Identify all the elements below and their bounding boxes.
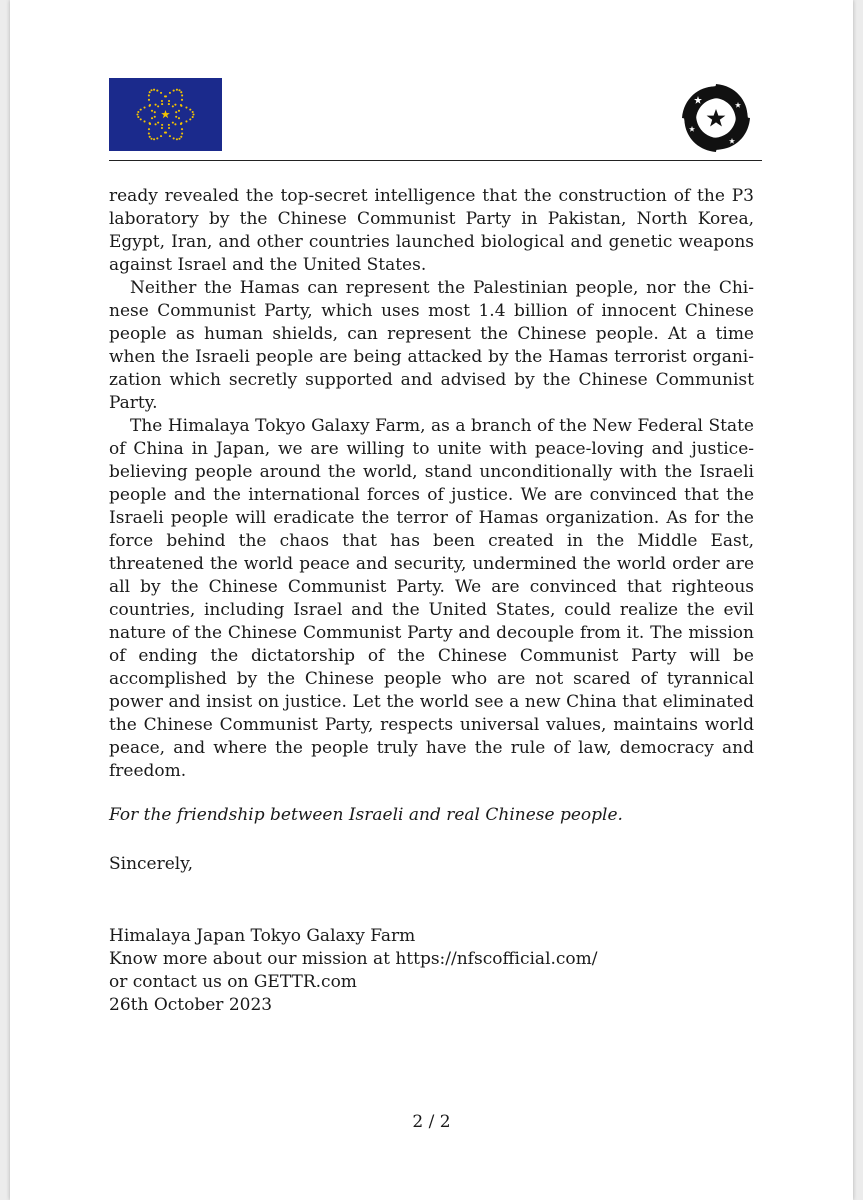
galaxy-spiral-logo-icon — [678, 80, 754, 156]
flag-star-dot — [180, 136, 182, 138]
flag-star-dot — [173, 137, 175, 139]
flag-star-dot — [148, 99, 150, 101]
flag-star-dot — [149, 91, 151, 93]
flag-star-dot — [153, 138, 155, 140]
letter-paragraph-3: The Himalaya Tokyo Galaxy Farm, as a branch of the New Federal State of China in Japan, we are willing to unite with peace-loving and justice-believing people around the world, stand unconditionally with the Israeli people and the international forces of justice. We are convinced that the Israeli people will eradicate the terror of Hamas organization. As for the force behind the chaos that has been created in the Middle East, threatened the world peace and security, undermined the world order are all by the Chinese Communist Party. We are convinced that righteous countries, including Israel and the United States, could realize the evil nature of the Chinese Communist Party and decouple from it. The mission of ending the dictatorship of the Chinese Communist Party will be accomplished by the Chinese people who are not scared of tyrannical power and insist on justice. Let the world see a new China that eliminated the Chinese Communist Party, respects universal values, maintains world peace, and where the people truly have the rule of law, democracy and freedom. — [109, 416, 754, 781]
flag-star-dot — [157, 105, 159, 107]
flag-star-dot — [176, 138, 178, 140]
flag-star-dot — [140, 118, 142, 120]
flag-star-dot — [172, 105, 174, 107]
flag-star-dot — [192, 116, 194, 118]
flag-star-dot — [181, 99, 183, 101]
signature-block — [109, 925, 598, 1017]
flag-star-dot — [168, 127, 170, 129]
flag-star-dot — [155, 123, 157, 125]
flag-star-dot — [143, 120, 145, 122]
flag-star-dot — [174, 104, 176, 106]
flag-star-dot — [161, 124, 163, 126]
flag-star-dot — [151, 117, 153, 119]
flag-star-dot — [156, 90, 158, 92]
flag-star-dot — [172, 122, 174, 124]
letter-paragraph-1: ready revealed the top-secret intelligence that the construction of the P3 laboratory by the Chinese Communist Party in Pakistan, North Korea, Egypt, Iran, and other countries launched biological and genetic weapons against Israel and the United States. — [109, 186, 754, 275]
document-page — [10, 0, 853, 1200]
flag-star-dot — [154, 116, 156, 118]
flag-star-dot — [143, 106, 145, 108]
flag-star-dot — [181, 94, 183, 96]
flag-star-dot — [178, 89, 180, 91]
flag-star-dot — [173, 90, 175, 92]
flag-star-dot — [137, 111, 139, 113]
flag-star-dot — [174, 123, 176, 125]
flag-star-dot — [161, 103, 163, 105]
signature-contact: or contact us on GETTR.com — [109, 972, 357, 992]
flag-star-dot — [168, 103, 170, 105]
flag-star-dot — [169, 135, 171, 137]
flag-star-dot — [160, 92, 162, 94]
flag-icon — [109, 78, 222, 151]
signature-date: 26th October 2023 — [109, 995, 273, 1015]
flag-star-dot — [157, 122, 159, 124]
flag-star-dot — [178, 110, 180, 112]
flag-star-dot — [164, 132, 166, 134]
flag-star-dot — [189, 118, 191, 120]
flag-star-dot — [148, 128, 150, 130]
flag-star-dot — [148, 94, 150, 96]
letter-paragraph-2: Neither the Hamas can represent the Palestinian people, nor the Chinese Communist Party, which uses most 1.4 billion of innocent Chinese people as human shields, can represent the Chinese people. At a time when the Israeli people are being attacked by the Hamas terrorist organization which secretly supported and advised by the Chinese Communist Party. — [109, 278, 754, 413]
flag-star-dot — [154, 111, 156, 113]
flag-star-dot — [153, 89, 155, 91]
flag-star-dot — [178, 138, 180, 140]
flag-star-dot — [189, 109, 191, 111]
flag-star-dot — [176, 89, 178, 91]
flag-star-dot — [161, 127, 163, 129]
flag-star-dot — [192, 113, 194, 115]
salutation: Sincerely, — [109, 854, 193, 874]
flag-star-dot — [192, 111, 194, 113]
signature-organization: Himalaya Japan Tokyo Galaxy Farm — [109, 926, 416, 946]
letter-body — [109, 185, 754, 783]
flag-star-dot — [168, 124, 170, 126]
flag-star-dot — [168, 100, 170, 102]
flag-star-dot — [160, 135, 162, 137]
closing-line: For the friendship between Israeli and real Chinese people. — [109, 805, 623, 825]
flag-star-dot — [149, 136, 151, 138]
flag-star-dot — [175, 116, 177, 118]
flag-star-dot — [175, 111, 177, 113]
flag-star-dot — [150, 89, 152, 91]
flag-star-dot — [140, 109, 142, 111]
flag-star-dot — [165, 95, 167, 97]
header-divider — [109, 160, 762, 161]
flag-star-dot — [148, 132, 150, 134]
flag-star-dot — [180, 123, 182, 125]
flag-star-dot — [161, 100, 163, 102]
flag-star-dot — [149, 104, 151, 106]
flag-star-dot — [137, 116, 139, 118]
flag-star-dot — [155, 104, 157, 106]
signature-mission-link: Know more about our mission at https://nfscofficial.com/ — [109, 949, 598, 969]
flag-star-dot — [169, 92, 171, 94]
flag-star-dot — [149, 123, 151, 125]
flag-star-dot — [185, 106, 187, 108]
flag-star-dot — [156, 137, 158, 139]
flag-star-dot — [180, 91, 182, 93]
flag-star-dot — [181, 128, 183, 130]
flag-star-dot — [181, 132, 183, 134]
flag-star-dot — [136, 113, 138, 115]
flag-star-dot — [151, 110, 153, 112]
page-number: 2 / 2 — [412, 1112, 451, 1132]
flag-star-dot — [150, 138, 152, 140]
flag-star-dot — [178, 117, 180, 119]
flag-star-dot — [185, 120, 187, 122]
flag-star-dot — [180, 104, 182, 106]
